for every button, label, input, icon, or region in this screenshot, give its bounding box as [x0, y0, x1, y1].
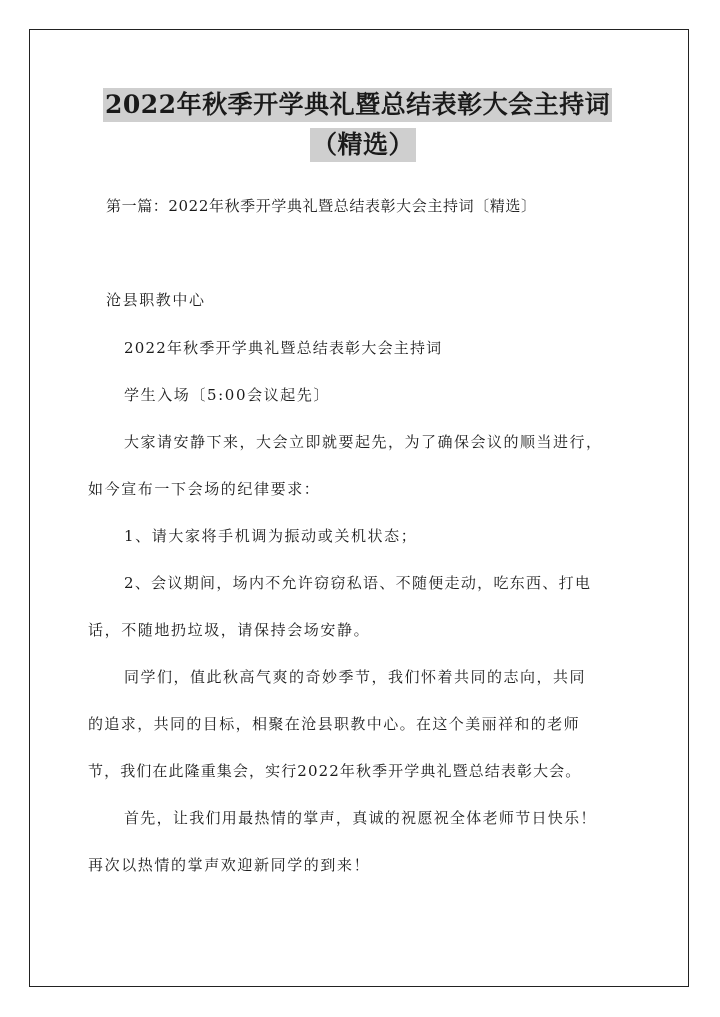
paragraph-2-line-3: 节，我们在此隆重集会，实行2022年秋季开学典礼暨总结表彰大会。: [88, 762, 582, 780]
paragraph-1-line-2: 如今宣布一下会场的纪律要求：: [88, 480, 321, 498]
page-border: [29, 29, 689, 987]
rule-2-line-1: 2、会议期间，场内不允许窃窃私语、不随便走动，吃东西、打电: [124, 574, 592, 592]
title-line-2: （精选）: [310, 128, 416, 162]
paragraph-3-line-1: 首先，让我们用最热情的掌声，真诚的祝愿祝全体老师节日快乐！: [124, 809, 597, 827]
entrance-note: 学生入场〔5:00会议起先〕: [124, 386, 331, 404]
rule-2-line-2: 话，不随地扔垃圾，请保持会场安静。: [88, 621, 371, 639]
paragraph-2-line-1: 同学们，值此秋高气爽的奇妙季节，我们怀着共同的志向，共同: [124, 668, 587, 686]
subtitle: 第一篇：2022年秋季开学典礼暨总结表彰大会主持词〔精选〕: [106, 197, 537, 215]
paragraph-3-line-2: 再次以热情的掌声欢迎新同学的到来！: [88, 856, 371, 874]
paragraph-1-line-1: 大家请安静下来，大会立即就要起先，为了确保会议的顺当进行，: [124, 433, 603, 451]
section-heading: 2022年秋季开学典礼暨总结表彰大会主持词: [124, 339, 443, 357]
paragraph-2-line-2: 的追求，共同的目标，相聚在沧县职教中心。在这个美丽祥和的老师: [88, 715, 581, 733]
rule-1: 1、请大家将手机调为振动或关机状态；: [124, 527, 418, 545]
organization: 沧县职教中心: [106, 291, 206, 309]
title-line-1: 2022年秋季开学典礼暨总结表彰大会主持词: [103, 88, 612, 122]
